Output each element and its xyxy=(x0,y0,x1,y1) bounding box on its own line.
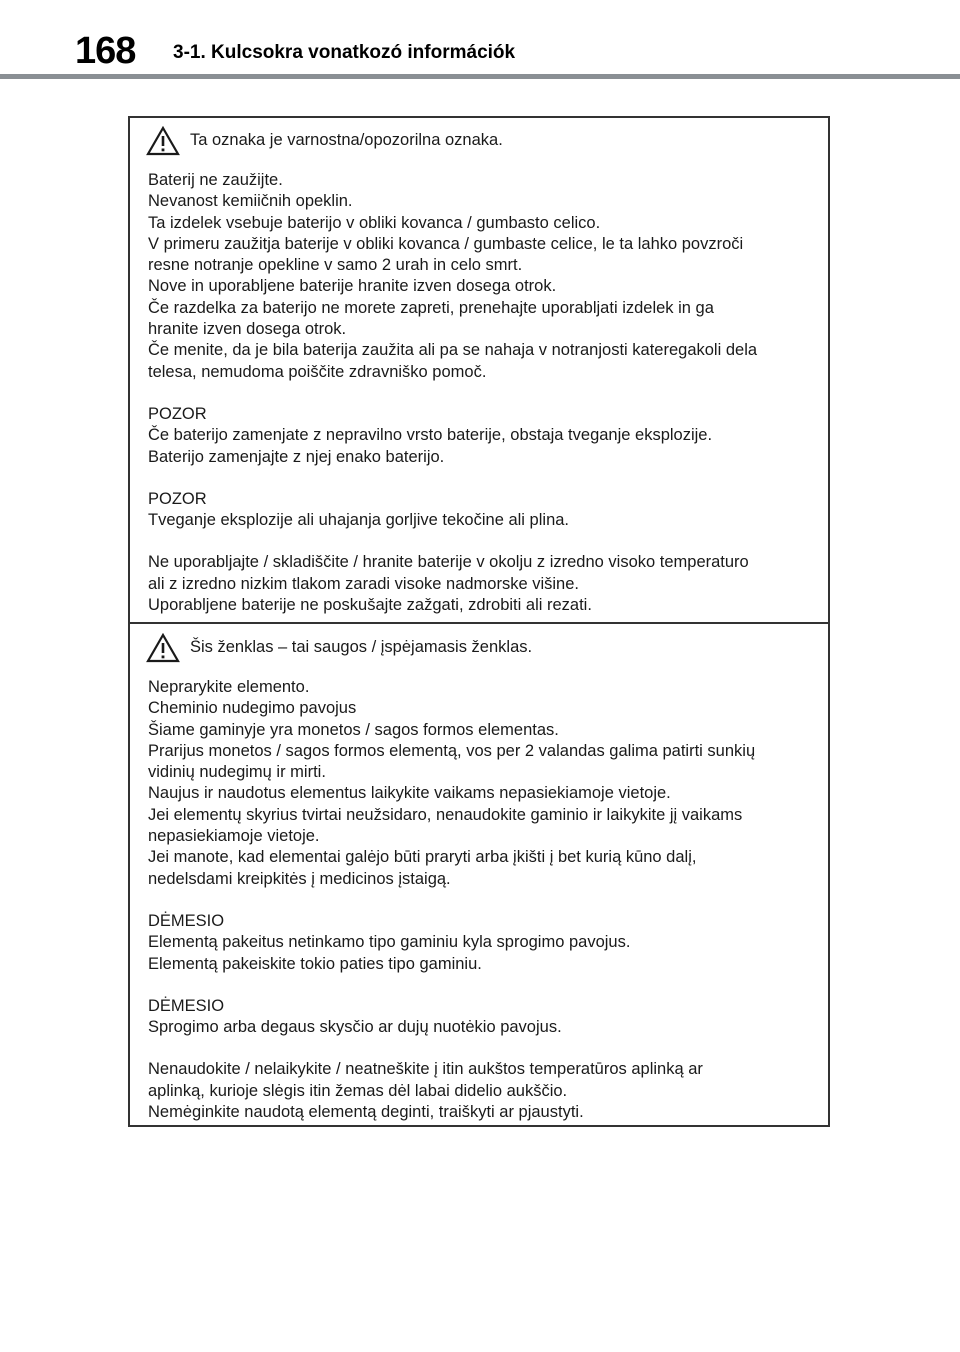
text-line: nedelsdami kreipkitės į medicinos įstaigą. xyxy=(148,869,451,888)
text-line: DĖMESIO xyxy=(148,911,225,930)
text-line: Ta izdelek vsebuje baterijo v obliki kovanca / gumbasto celico. xyxy=(148,213,601,232)
panel-body xyxy=(148,170,818,637)
text-line: Uporabljene baterije ne poskušajte zažgati, zdrobiti ali rezati. xyxy=(148,596,592,615)
text-line: Sprogimo arba degaus skysčio ar dujų nuotėkio pavojus. xyxy=(148,1018,562,1037)
text-line: V primeru zaužitja baterije v obliki kovanca / gumbaste celice, le ta lahko povzroči xyxy=(148,234,744,253)
text-line: DĖMESIO xyxy=(148,996,225,1015)
text-line: telesa, nemudoma poiščite zdravniško pomoč. xyxy=(148,362,487,381)
text-paragraph xyxy=(148,489,818,532)
text-paragraph xyxy=(148,996,818,1039)
text-line: Elementą pakeitus netinkamo tipo gaminiu kyla sprogimo pavojus. xyxy=(148,933,631,952)
text-line: Nenaudokite / nelaikykite / neatneškite į itin aukštos temperatūros aplinką ar xyxy=(148,1060,703,1079)
text-line: Tveganje eksplozije ali uhajanja gorljive tekočine ali plina. xyxy=(148,511,569,530)
text-line: aplinką, kurioje slėgis itin žemas dėl labai didelio aukščio. xyxy=(148,1081,568,1100)
text-line: Nemėginkite naudotą elementą deginti, traiškyti ar pjaustyti. xyxy=(148,1103,584,1122)
text-line: Nove in uporabljene baterije hranite izven dosega otrok. xyxy=(148,277,557,296)
text-line: resne notranje opekline v samo 2 urah in celo smrt. xyxy=(148,256,523,275)
text-line: Baterijo zamenjajte z njej enako baterijo. xyxy=(148,447,445,466)
panel-body xyxy=(148,677,818,1144)
warning-panel-slovenian xyxy=(130,118,828,623)
text-line: POZOR xyxy=(148,404,207,423)
text-paragraph xyxy=(148,1059,818,1123)
text-line: Šiame gaminyje yra monetos / sagos formos elementas. xyxy=(148,720,559,739)
text-line: vidinių nudegimų ir mirti. xyxy=(148,763,326,782)
text-line: Nevanost kemiičnih opeklin. xyxy=(148,192,353,211)
text-line: Cheminio nudegimo pavojus xyxy=(148,699,357,718)
text-line: Baterij ne zaužijte. xyxy=(148,171,283,189)
warning-triangle-icon xyxy=(146,126,180,156)
text-paragraph xyxy=(148,677,818,890)
page-header xyxy=(0,0,960,80)
text-paragraph xyxy=(148,911,818,975)
text-paragraph xyxy=(148,552,818,616)
header-divider xyxy=(0,74,960,79)
panel-divider xyxy=(130,622,828,624)
page-number: 168 xyxy=(75,30,136,72)
battery-warning-label xyxy=(128,116,830,1127)
text-line: Če menite, da je bila baterija zaužita ali pa se nahaja v notranjosti kateregakoli dela xyxy=(148,341,758,360)
text-line: Prarijus monetos / sagos formos elementą, vos per 2 valandas galima patirti sunkių xyxy=(148,741,756,760)
text-line: Jei elementų skyrius tvirtai neužsidaro, nenaudokite gaminio ir laikykite jį vaikams xyxy=(148,805,743,824)
text-line: Če razdelka za baterijo ne morete zapreti, prenehajte uporabljati izdelek in ga xyxy=(148,298,714,317)
text-line: Elementą pakeiskite tokio paties tipo gaminiu. xyxy=(148,954,482,973)
text-paragraph xyxy=(148,404,818,468)
text-line: hranite izven dosega otrok. xyxy=(148,320,347,339)
text-line: POZOR xyxy=(148,489,207,508)
text-line: Naujus ir naudotus elementus laikykite vaikams nepasiekiamoje vietoje. xyxy=(148,784,671,803)
text-line: Če baterijo zamenjate z nepravilno vrsto baterije, obstaja tveganje eksplozije. xyxy=(148,426,713,445)
warning-panel-lithuanian xyxy=(130,625,828,1125)
panel-heading-text: Ta oznaka je varnostna/opozorilna oznaka. xyxy=(190,131,503,149)
text-line: nepasiekiamoje vietoje. xyxy=(148,827,320,846)
section-title: 3-1. Kulcsokra vonatkozó információk xyxy=(173,42,516,63)
text-paragraph xyxy=(148,170,818,383)
text-line: ali z izredno nizkim tlakom zaradi visoke nadmorske višine. xyxy=(148,574,579,593)
panel-heading-text: Šis ženklas – tai saugos / įspėjamasis ženklas. xyxy=(190,638,533,656)
text-line: Jei manote, kad elementai galėjo būti praryti arba įkišti į bet kurią kūno dalį, xyxy=(148,848,697,867)
text-line: Neprarykite elemento. xyxy=(148,678,310,696)
text-line: Ne uporabljajte / skladiščite / hranite baterije v okolju z izredno visoko temperaturo xyxy=(148,553,749,572)
warning-triangle-icon xyxy=(146,633,180,663)
